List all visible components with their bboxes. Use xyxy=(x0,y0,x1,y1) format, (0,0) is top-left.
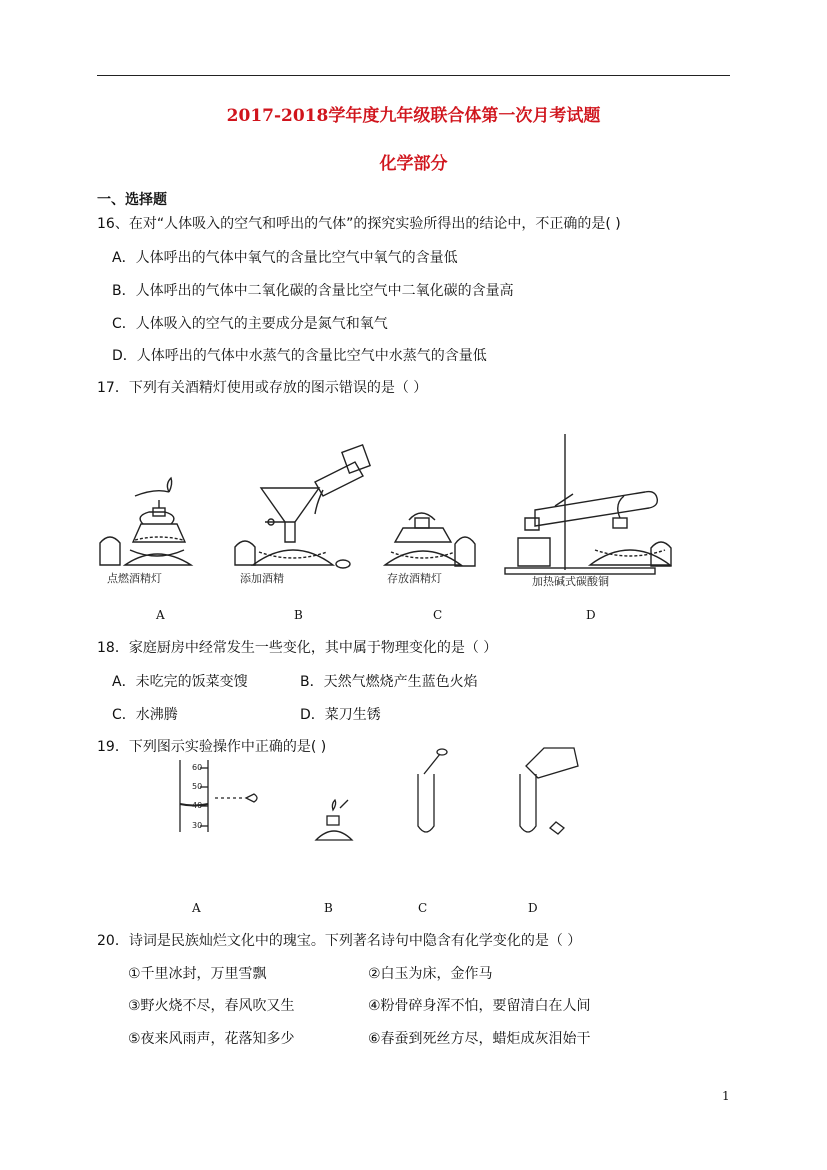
q17-stem: 17．下列有关酒精灯使用或存放的图示错误的是（ ） xyxy=(97,380,428,396)
q17-caption-d: 加热碱式碳酸铜 xyxy=(532,575,609,588)
q19-tick-50: 50 xyxy=(192,782,203,791)
q20-option-5: ⑤夜来风雨声，花落知多少 xyxy=(128,1031,295,1047)
q19-stem: 19．下列图示实验操作中正确的是( ) xyxy=(97,739,327,755)
header-rule xyxy=(97,75,730,76)
section-heading: 一、选择题 xyxy=(97,192,167,208)
q19-tick-40: 40 xyxy=(192,801,203,810)
q18-option-d: D．菜刀生锈 xyxy=(300,707,381,723)
q17-caption-c: 存放酒精灯 xyxy=(387,572,442,585)
q20-option-4: ④粉骨碎身浑不怕，要留清白在人间 xyxy=(368,998,591,1014)
exam-title: 2017-2018学年度九年级联合体第一次月考试题 xyxy=(226,106,601,126)
q20-stem: 20．诗词是民族灿烂文化中的瑰宝。下列著名诗句中隐含有化学变化的是（ ） xyxy=(97,933,582,949)
q19-label-a: A xyxy=(192,901,201,915)
q17-caption-a: 点燃酒精灯 xyxy=(107,572,162,585)
q19-label-d: D xyxy=(528,901,538,915)
q16-option-a: A．人体呼出的气体中氧气的含量比空气中氧气的含量低 xyxy=(112,250,458,266)
q16-option-c: C．人体吸入的空气的主要成分是氮气和氧气 xyxy=(112,316,388,332)
section-subtitle: 化学部分 xyxy=(379,154,448,174)
q16-option-b: B．人体呼出的气体中二氧化碳的含量比空气中二氧化碳的含量高 xyxy=(112,283,514,299)
q19-tick-60: 60 xyxy=(192,763,203,772)
page-number: 1 xyxy=(722,1089,730,1103)
q20-option-2: ②白玉为床，金作马 xyxy=(368,966,493,982)
q19-label-c: C xyxy=(418,901,428,915)
q16-option-d: D．人体呼出的气体中水蒸气的含量比空气中水蒸气的含量低 xyxy=(112,348,487,364)
q20-option-3: ③野火烧不尽，春风吹又生 xyxy=(128,998,295,1014)
q17-label-d: D xyxy=(586,608,596,622)
q18-option-b: B．天然气燃烧产生蓝色火焰 xyxy=(300,674,478,690)
q18-option-c: C．水沸腾 xyxy=(112,707,178,723)
q19-figure xyxy=(170,760,580,845)
q17-label-a: A xyxy=(156,608,165,622)
q20-option-1: ①千里冰封，万里雪飘 xyxy=(128,966,267,982)
q18-option-a: A．未吃完的饭菜变馊 xyxy=(112,674,248,690)
q20-option-6: ⑥春蚕到死丝方尽，蜡炬成灰泪始干 xyxy=(368,1031,591,1047)
q17-caption-b: 添加酒精 xyxy=(240,572,284,585)
q17-label-b: B xyxy=(294,608,303,622)
q17-figure xyxy=(95,430,675,590)
q17-label-c: C xyxy=(433,608,443,622)
q18-stem: 18．家庭厨房中经常发生一些变化，其中属于物理变化的是（ ） xyxy=(97,640,498,656)
q19-tick-30: 30 xyxy=(192,821,203,830)
q19-label-b: B xyxy=(324,901,333,915)
q16-stem: 16、在对“人体吸入的空气和呼出的气体”的探究实验所得出的结论中，不正确的是( ) xyxy=(97,216,621,232)
